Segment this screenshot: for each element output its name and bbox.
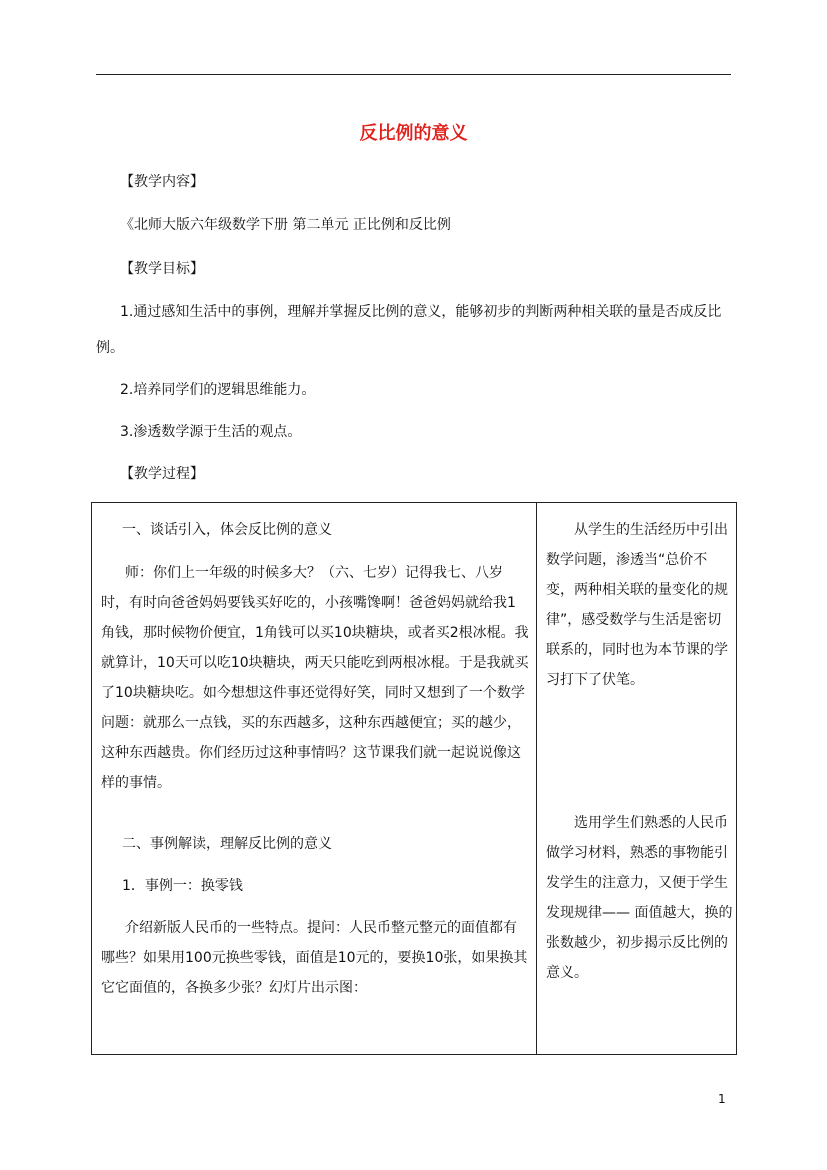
header-rule — [96, 74, 731, 75]
goal-item-3: 3.渗透数学源于生活的观点。 — [120, 424, 302, 440]
example-one-heading: 1．事例一：换零钱 — [122, 878, 243, 894]
goal-item-1: 1.通过感知生活中的事例，理解并掌握反比例的意义，能够初步的判断两种相关联的量是否成反比例。 — [96, 304, 722, 356]
design-note-2: 选用学生们熟悉的人民币做学习材料，熟悉的事物能引发学生的注意力，又便于学生发现规律—— 面值越大，换的张数越少，初步揭示反比例的意义。 — [546, 815, 733, 981]
goal-item-2: 2.培养同学们的逻辑思维能力。 — [120, 382, 316, 398]
section-heading-examples: 二、事例解读，理解反比例的意义 — [122, 836, 332, 852]
document-title: 反比例的意义 — [359, 123, 468, 144]
page-number: 1 — [718, 1092, 726, 1106]
design-note-1: 从学生的生活经历中引出数学问题，渗透当“总价不变，两种相关联的量变化的规律”，感受数学与生活是密切联系的，同时也为本节课的学习打下了伏笔。 — [546, 522, 728, 688]
process-main-cell — [92, 503, 537, 1055]
teacher-dialogue-paragraph: 师：你们上一年级的时候多大？（六、七岁）记得我七、八岁时，有时向爸爸妈妈要钱买好吃的，小孩嘴馋啊！爸爸妈妈就给我1角钱，那时候物价便宜，1角钱可以买10块糖块，或者买2根冰棍。我就算计，10天可以吃10块糖块，两天只能吃到两根冰棍。于是我就买了10块糖块吃。如今想想这件事还觉得好笑，同时又想到了一个数学问题：就那么一点钱，买的东西越多，这种东西越便宜；买的越少，这种东西越贵。你们经历过这种事情吗？这节课我们就一起说说像这样的事情。 — [101, 565, 529, 791]
process-notes-cell — [537, 503, 737, 1055]
section-heading-intro: 一、谈话引入，体会反比例的意义 — [122, 522, 332, 538]
teaching-goals-heading: 【教学目标】 — [120, 261, 204, 277]
example-one-paragraph: 介绍新版人民币的一些特点。提问：人民币整元整元的面值都有哪些？如果用100元换些零钱，面值是10元的，要换10张，如果换其它它面值的，各换多少张？幻灯片出示图： — [101, 920, 528, 996]
teaching-content-heading: 【教学内容】 — [120, 174, 204, 190]
teaching-process-table — [91, 502, 737, 1055]
teaching-content-text: 《北师大版六年级数学下册 第二单元 正比例和反比例 — [120, 217, 451, 233]
teaching-process-heading: 【教学过程】 — [120, 466, 204, 482]
